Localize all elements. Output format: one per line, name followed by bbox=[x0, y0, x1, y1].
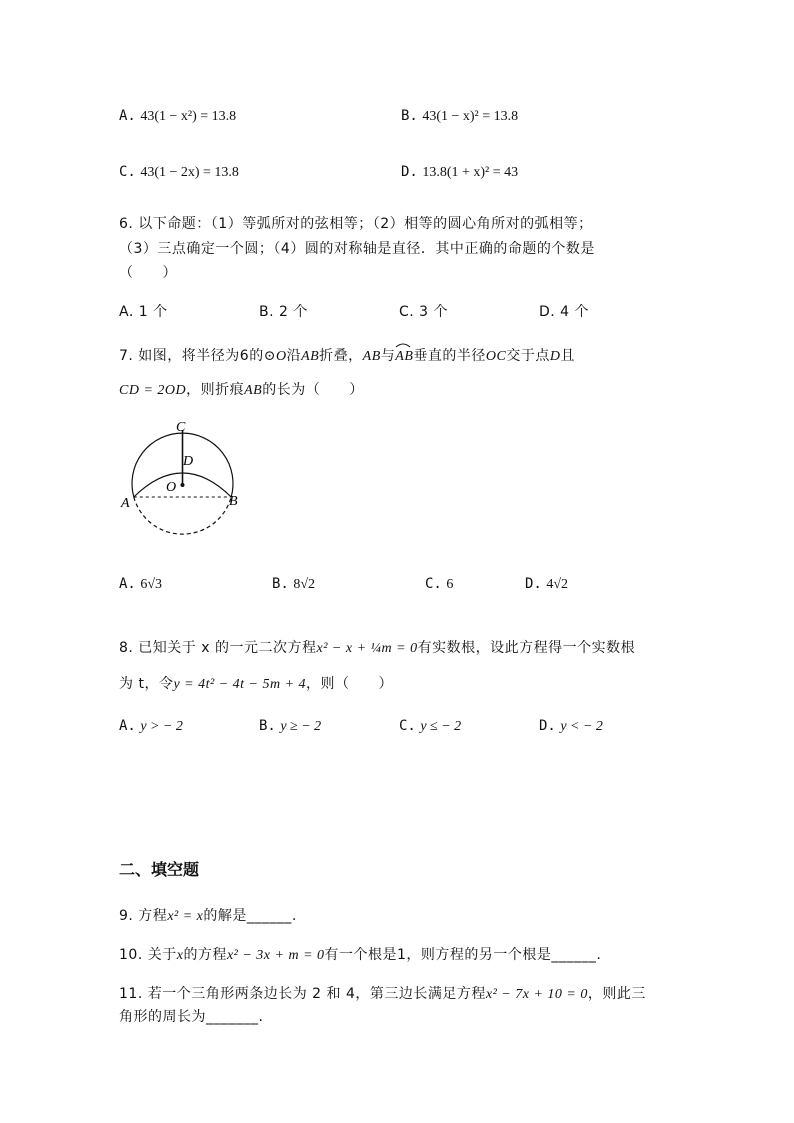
segment-ab: AB bbox=[244, 383, 263, 398]
arc-ab: AB bbox=[362, 349, 381, 364]
q11-equation: x² − 7x + 10 = 0 bbox=[485, 987, 588, 1002]
q10-text: 的方程 bbox=[183, 947, 227, 963]
option-label: B. bbox=[259, 718, 276, 734]
variable-x: x bbox=[176, 948, 184, 963]
option-expression: 43(1 − x²) = 13.8 bbox=[140, 109, 237, 124]
circle-lower-dashed bbox=[134, 497, 231, 534]
q9-line bbox=[119, 905, 297, 925]
q5-option-d bbox=[401, 164, 518, 181]
option-expression: 43(1 − 2x) = 13.8 bbox=[140, 165, 239, 180]
q10-text: 有一个根是1，则方程的另一个根是______. bbox=[324, 947, 602, 963]
q7-option-a bbox=[119, 576, 162, 593]
q7-line-2 bbox=[119, 379, 364, 399]
q9-text: 9. 方程 bbox=[119, 908, 168, 924]
q7-text: ，则折痕 bbox=[186, 382, 245, 398]
label-a: A bbox=[121, 496, 130, 511]
q6-line-1: 6. 以下命题：（1）等弧所对的弦相等；（2）相等的圆心角所对的弧相等； bbox=[119, 216, 593, 232]
q6-option-c: C. 3 个 bbox=[399, 304, 449, 320]
q7-text: 7. 如图，将半径为6的 bbox=[119, 348, 264, 364]
q10-equation: x² − 3x + m = 0 bbox=[226, 948, 325, 963]
arc-mark-icon bbox=[395, 342, 411, 348]
point-d: D bbox=[549, 349, 561, 364]
q7-option-b bbox=[272, 576, 315, 593]
q8-equation: y = 4t² − 4t − 5m + 4 bbox=[173, 677, 307, 692]
option-label: A. bbox=[119, 576, 136, 592]
q8-line-1 bbox=[119, 637, 635, 657]
option-label: D. bbox=[525, 576, 542, 592]
q8-text: ，则（ ） bbox=[306, 676, 394, 692]
q10-text: 10. 关于 bbox=[119, 947, 177, 963]
q8-equation: x² − x + ¼m = 0 bbox=[316, 641, 418, 656]
q7-text: 且 bbox=[560, 348, 575, 364]
q7-text: 交于点 bbox=[506, 348, 550, 364]
q6-option-b: B. 2 个 bbox=[259, 304, 308, 320]
q10-line bbox=[119, 944, 601, 964]
option-expression: y ≤ − 2 bbox=[420, 719, 462, 734]
folded-circle-figure bbox=[115, 415, 245, 545]
option-label: D. bbox=[401, 164, 418, 180]
q11-text: 11. 若一个三角形两条边长为 2 和 4，第三边长满足方程 bbox=[119, 986, 486, 1002]
q8-line-2 bbox=[119, 673, 393, 693]
circle-o-symbol: ⊙O bbox=[263, 349, 287, 364]
q8-option-a bbox=[119, 718, 183, 735]
option-label: D. bbox=[539, 718, 556, 734]
option-expression: 8√2 bbox=[293, 577, 315, 592]
center-point-o bbox=[181, 483, 185, 487]
option-expression: y > − 2 bbox=[140, 719, 183, 734]
q7-text: 与 bbox=[380, 348, 396, 364]
q8-text: 为 t，令 bbox=[119, 676, 174, 692]
q6-option-d: D. 4 个 bbox=[539, 304, 590, 320]
q9-equation: x² = x bbox=[167, 909, 204, 924]
segment-ab: AB bbox=[301, 349, 320, 364]
label-d: D bbox=[183, 454, 194, 469]
q7-text: 的长为（ ） bbox=[262, 382, 364, 398]
label-c: C bbox=[176, 420, 186, 435]
q7-option-c bbox=[425, 576, 453, 593]
q5-option-b bbox=[401, 108, 518, 125]
q6-line-2: （3）三点确定一个圆；（4）圆的对称轴是直径．其中正确的命题的个数是 bbox=[119, 241, 595, 257]
q5-option-a bbox=[119, 108, 236, 125]
option-expression: 6 bbox=[446, 577, 454, 592]
q7-text: 沿 bbox=[286, 348, 302, 364]
q5-option-c bbox=[119, 164, 239, 181]
option-expression: 43(1 − x)² = 13.8 bbox=[422, 109, 519, 124]
label-b: B bbox=[229, 494, 238, 509]
option-expression: 13.8(1 + x)² = 43 bbox=[422, 165, 519, 180]
q11-line-2: 角形的周长为_______. bbox=[119, 1009, 264, 1025]
q8-option-d bbox=[539, 718, 603, 735]
q7-line-1 bbox=[119, 345, 575, 365]
option-label: C. bbox=[119, 164, 136, 180]
option-expression: 6√3 bbox=[140, 577, 162, 592]
q7-text: 折叠， bbox=[319, 348, 363, 364]
q8-option-c bbox=[399, 718, 461, 735]
option-label: A. bbox=[119, 108, 136, 124]
q8-text: 8. 已知关于 x 的一元二次方程 bbox=[119, 640, 317, 656]
option-expression: y ≥ − 2 bbox=[280, 719, 322, 734]
option-label: B. bbox=[272, 576, 289, 592]
q8-option-b bbox=[259, 718, 321, 735]
segment-oc: OC bbox=[485, 349, 507, 364]
option-expression: y < − 2 bbox=[560, 719, 603, 734]
section-heading: 二、填空题 bbox=[119, 860, 200, 879]
option-label: C. bbox=[425, 576, 442, 592]
q7-text: 垂直的半径 bbox=[413, 348, 486, 364]
segment-ab: AB bbox=[395, 349, 414, 364]
option-label: A. bbox=[119, 718, 136, 734]
q11-line-1 bbox=[119, 983, 646, 1003]
option-label: C. bbox=[399, 718, 416, 734]
option-label: B. bbox=[401, 108, 418, 124]
q11-text: ，则此三 bbox=[587, 986, 646, 1002]
q9-text: 的解是______. bbox=[203, 908, 297, 924]
q6-option-a: A. 1 个 bbox=[119, 304, 168, 320]
q7-expression: CD = 2OD bbox=[119, 383, 187, 398]
label-o: O bbox=[166, 480, 177, 495]
option-expression: 4√2 bbox=[546, 577, 568, 592]
q8-text: 有实数根，设此方程得一个实数根 bbox=[417, 640, 636, 656]
q7-option-d bbox=[525, 576, 568, 593]
q6-line-3: （ ） bbox=[119, 265, 177, 281]
